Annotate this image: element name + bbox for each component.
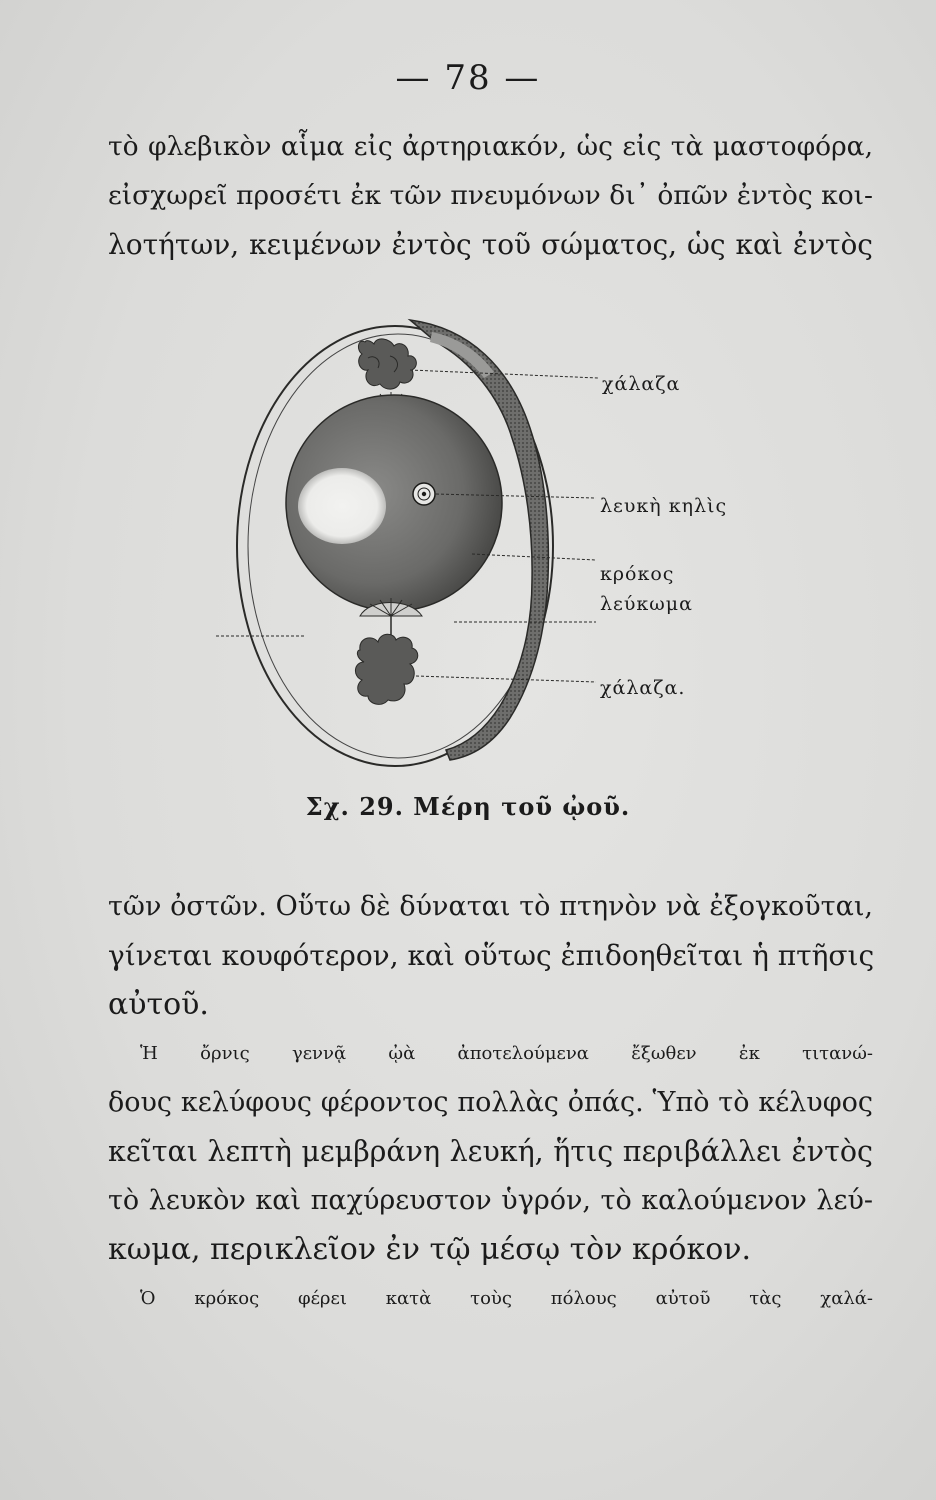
text-line: τὸ λευκὸν καὶ παχύρευστον ὑγρόν, τὸ καλούμενον λεύ- bbox=[108, 1185, 873, 1216]
label-white-spot: λευκὴ κηλὶς bbox=[600, 495, 728, 517]
label-albumen: λεύκωμα bbox=[600, 593, 693, 615]
text-line: Ὁ κρόκος φέρει κατὰ τοὺς πόλους αὐτοῦ τὰς χαλά- bbox=[140, 1288, 873, 1309]
text-line: τὸ φλεβικὸν αἷμα εἰς ἀρτηριακόν, ὡς εἰς τὰ μαστοφόρα, bbox=[108, 131, 873, 162]
lower-chalaza bbox=[355, 598, 422, 704]
text-line: κεῖται λεπτὴ μεμβράνη λευκή, ἥτις περιβάλλει ἐντὸς bbox=[108, 1135, 873, 1168]
text-line: δους κελύφους φέροντος πολλὰς ὀπάς. Ὑπὸ τὸ κέλυφος bbox=[108, 1087, 873, 1118]
text-line: αὐτοῦ. bbox=[108, 987, 209, 1022]
egg-diagram bbox=[210, 298, 730, 778]
yolk-highlight bbox=[298, 468, 386, 544]
text-line: Ἡ ὄρνις γεννᾷ ᾠὰ ἀποτελούμενα ἔξωθεν ἐκ τιτανώ- bbox=[140, 1043, 873, 1064]
text-line: λοτήτων, κειμένων ἐντὸς τοῦ σώματος, ὡς καὶ ἐντὸς bbox=[108, 228, 873, 261]
page-number: — 78 — bbox=[395, 58, 541, 98]
text-line: γίνεται κουφότερον, καὶ οὕτως ἐπιδοηθεῖται ἡ πτῆσις bbox=[108, 939, 875, 972]
text-line: τῶν ὀστῶν. Οὕτω δὲ δύναται τὸ πτηνὸν νὰ ἐξογκοῦται, bbox=[108, 891, 873, 922]
germinal-disc bbox=[413, 483, 435, 505]
text-line: κωμα, περικλεῖον ἐν τῷ μέσῳ τὸν κρόκον. bbox=[108, 1232, 752, 1267]
label-chalaza-top: χάλαζα bbox=[602, 373, 681, 395]
top-paragraph bbox=[108, 122, 873, 269]
text-line: εἰσχωρεῖ προσέτι ἐκ τῶν πνευμόνων δι᾽ ὀπῶν ἐντὸς κοι- bbox=[108, 180, 873, 211]
egg-diagram-svg bbox=[210, 298, 730, 778]
label-chalaza-bottom: χάλαζα. bbox=[600, 677, 686, 699]
bottom-paragraphs bbox=[108, 882, 873, 1323]
label-yolk: κρόκος bbox=[600, 563, 675, 585]
figure-caption: Σχ. 29. Μέρη τοῦ ᾠοῦ. bbox=[305, 792, 631, 821]
